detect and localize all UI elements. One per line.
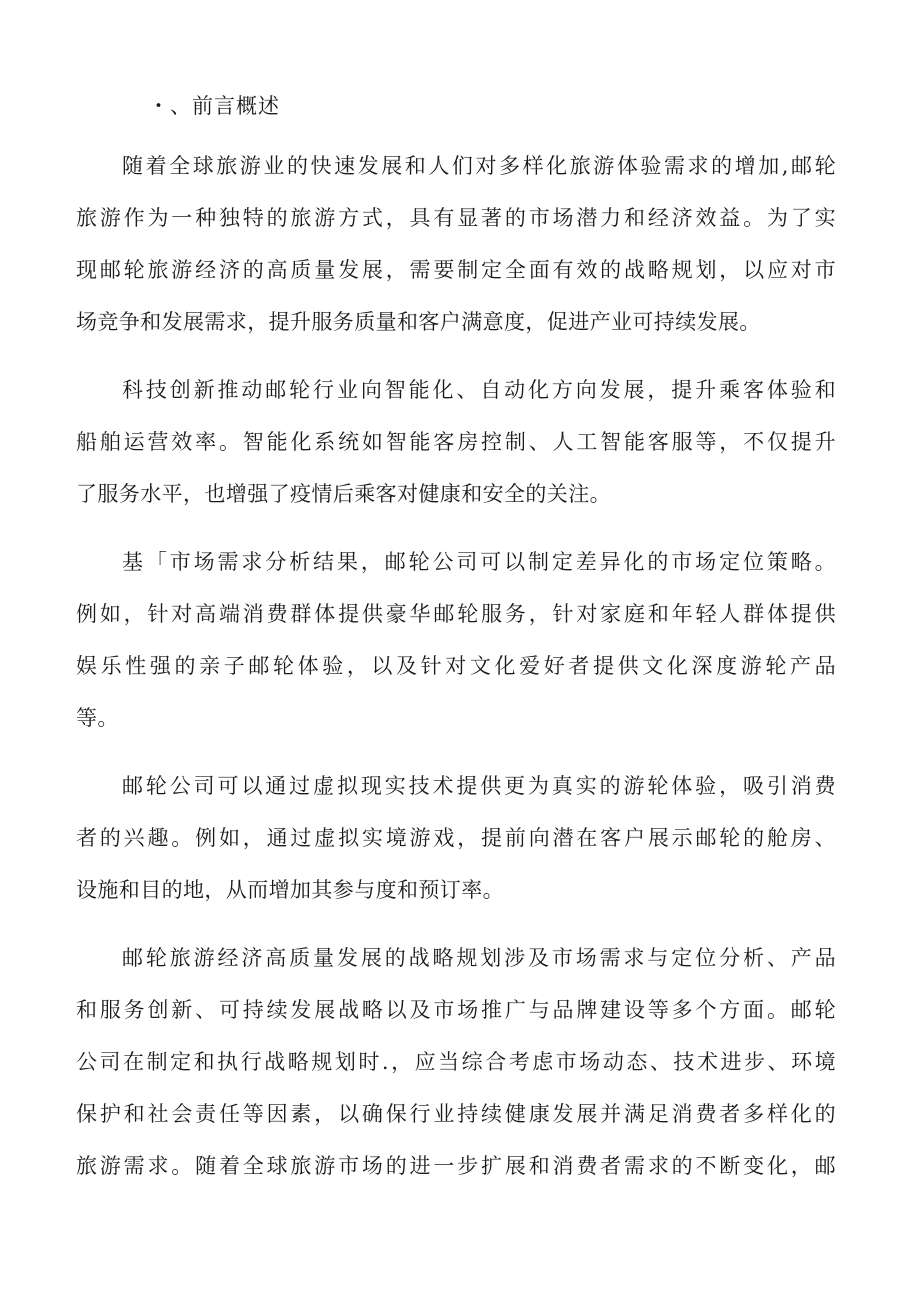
paragraph-line: 基「市场需求分析结果，邮轮公司可以制定差异化的市场定位策略。 [122, 550, 836, 574]
paragraph-line: 场竞争和发展需求，提升服务质量和客户满意度，促进产业可持续发展。 [76, 310, 761, 334]
paragraph-line: 和服务创新、可持续发展战略以及市场推广与品牌建设等多个方面。邮轮 [76, 998, 836, 1022]
paragraph-line: 旅游需求。随着全球旅游市场的进一步扩展和消费者需求的不断变化，邮 [76, 1154, 836, 1178]
paragraph-line: 船舶运营效率。智能化系统如智能客房控制、人工智能客服等，不仅提升 [76, 430, 836, 454]
paragraph-line: 现邮轮旅游经济的高质量发展，需要制定全面有效的战略规划，以应对市 [76, 258, 836, 282]
paragraph-line: 邮轮旅游经济高质量发展的战略规划涉及市场需求与定位分析、产品 [122, 946, 836, 970]
paragraph-line: 者的兴趣。例如，通过虚拟实境游戏，提前向潜在客户展示邮轮的舱房、 [76, 826, 836, 850]
paragraph-line: 例如，针对高端消费群体提供豪华邮轮服务，针对家庭和年轻人群体提供 [76, 602, 836, 626]
paragraph-line: 等。 [76, 706, 119, 730]
paragraph-line: 科技创新推动邮轮行业向智能化、自动化方向发展，提升乘客体验和 [122, 378, 836, 402]
paragraph-line: 邮轮公司可以通过虚拟现实技术提供更为真实的游轮体验，吸引消费 [122, 774, 836, 798]
paragraph-line: 设施和目的地，从而增加其参与度和预订率。 [76, 878, 504, 902]
section-heading: ・、前言概述 [148, 94, 280, 118]
paragraph-line: 娱乐性强的亲子邮轮体验，以及针对文化爱好者提供文化深度游轮产品 [76, 654, 836, 678]
paragraph-line: 公司在制定和执行战略规划时.，应当综合考虑市场动态、技术进步、环境 [76, 1050, 836, 1074]
paragraph-line: 了服务水平，也增强了疫情后乘客对健康和安全的关注。 [76, 482, 611, 506]
paragraph-line: 旅游作为一种独特的旅游方式，具有显著的市场潜力和经济效益。为了实 [76, 206, 836, 230]
paragraph-line: 随着全球旅游业的快速发展和人们对多样化旅游体验需求的增加,邮轮 [122, 154, 836, 178]
paragraph-line: 保护和社会责任等因素，以确保行业持续健康发展并满足消费者多样化的 [76, 1102, 836, 1126]
